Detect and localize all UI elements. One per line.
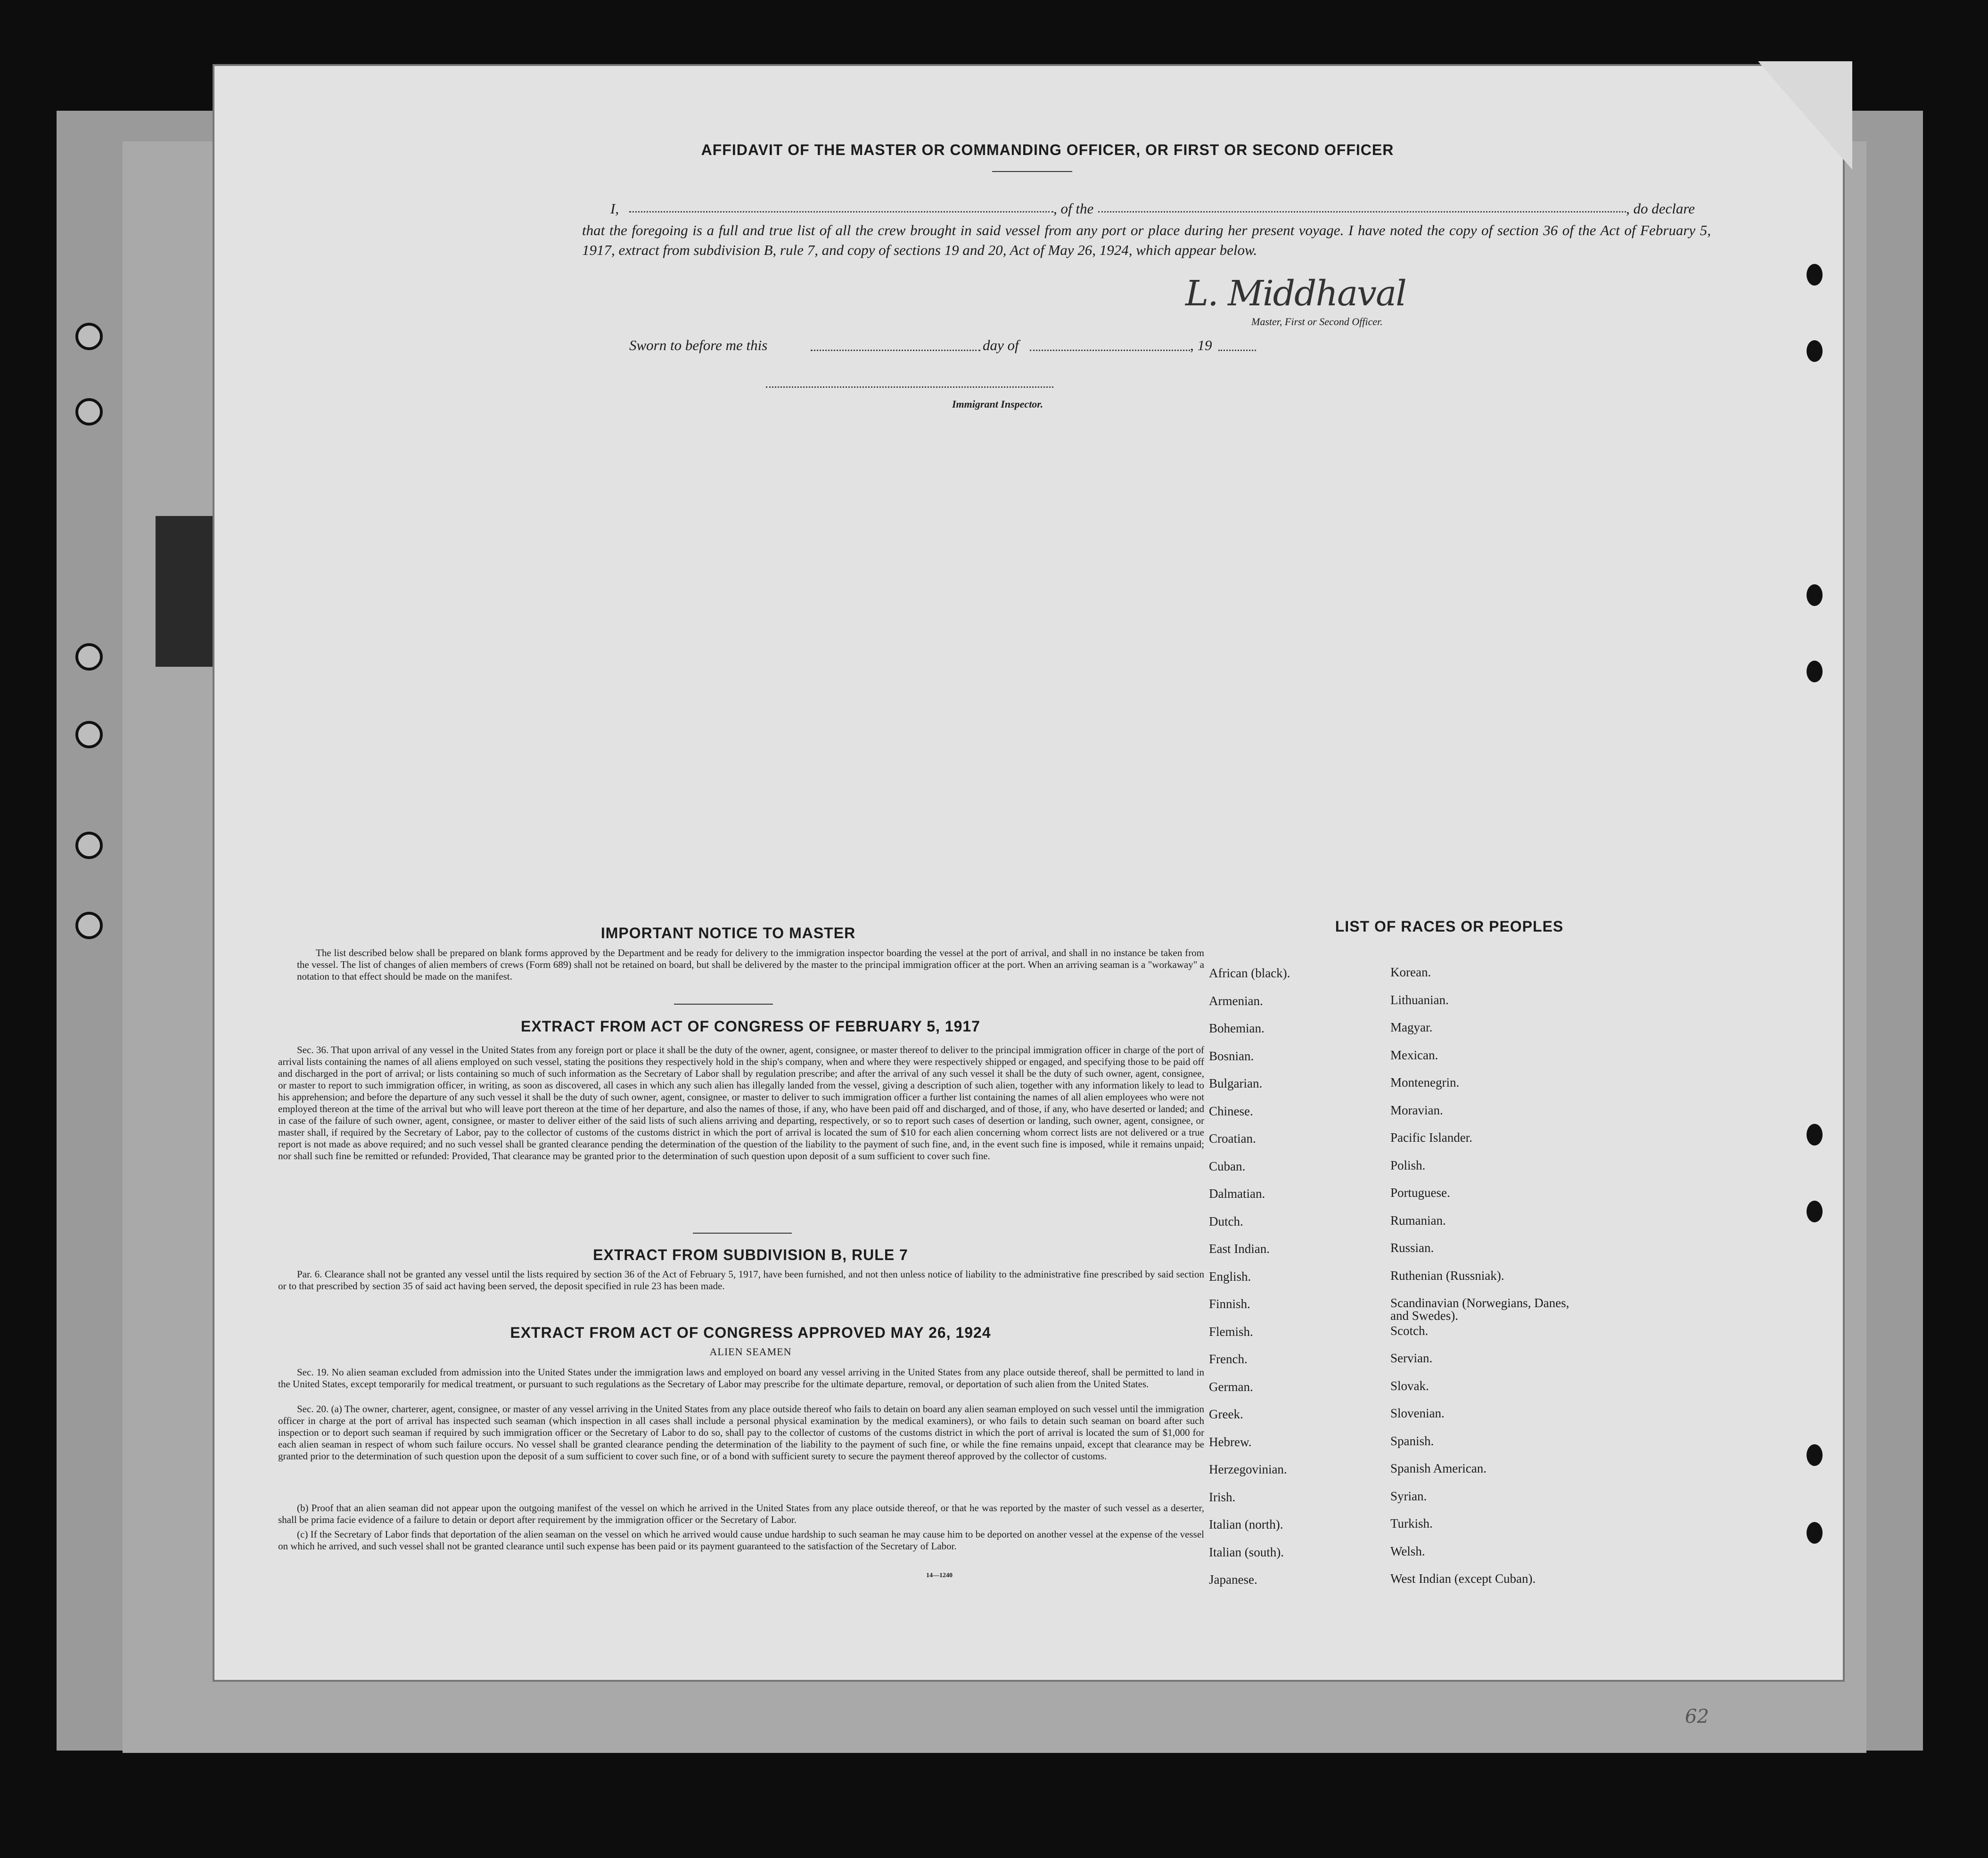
title-rule	[992, 171, 1072, 172]
race-item: Bulgarian.	[1209, 1076, 1263, 1090]
vessel-blank[interactable]	[1098, 211, 1626, 213]
punch-hole	[1807, 661, 1823, 682]
margin-note: 62	[1685, 1706, 1709, 1727]
race-item: Spanish American.	[1390, 1461, 1487, 1475]
race-item: Dutch.	[1209, 1214, 1243, 1228]
race-item: Magyar.	[1390, 1020, 1433, 1034]
punch-hole	[1807, 1201, 1823, 1222]
race-item: Slovak.	[1390, 1378, 1429, 1393]
sworn-day-blank[interactable]	[811, 350, 980, 351]
sworn-month-blank[interactable]	[1030, 350, 1190, 351]
punch-hole	[1807, 1522, 1823, 1544]
race-item: German.	[1209, 1379, 1253, 1394]
rule7-text: Par. 6. Clearance shall not be granted any vessel until the lists required by section 36 of the Act of February 5, 1917, have been furnished, and not then unless notice of liability to the administrative fine prescribed by said section or to that prescribed by section 35 of said act having been served, the deposit specified in rule 23 has been made.	[278, 1269, 1204, 1292]
race-item: Irish.	[1209, 1490, 1236, 1504]
extract-1917-text: Sec. 36. That upon arrival of any vessel in the United States from any foreign port or place it shall be the duty of the owner, agent, consignee, or master thereof to deliver to the principal immigration officer in charge of the port of arrival lists containing the names of all aliens employed on such vessel, stating the positions they respectively hold in the ship's company, when and where they were respectively shipped or engaged, and specifying those to be paid off and discharged in the port of arrival; or lists containing so much of such information as the Secretary of Labor shall by regulation prescribe; and after the arrival of any such vessel it shall be the duty of such owner, agent, consignee, or master to report to such immigration officer, in writing, as soon as discovered, all cases in which any such alien has illegally landed from the vessel, giving a description of such alien, together with any information likely to lead to his apprehension; and before the departure of any such vessel it shall be the duty of such owner, agent, consignee, or master to deliver to such immigration officer a further list containing the names of all alien employees who were not employed thereon at the time of the arrival but who will leave port thereon at the time of her departure, and also the names of those, if any, who have been paid off and discharged, and of those, if any, who have deserted or landed; and in case of the failure of such owner, agent, consignee, or master to deliver either of the said lists of such aliens arriving and departing, respectively, or so to report such cases of desertion or landing, such owner, agent, consignee, or master shall, if required by the Secretary of Labor, pay to the collector of customs of the customs district in which the port of arrival is located the sum of $10 for each alien concerning whom correct lists are not delivered or a true report is not made as above required; and no such vessel shall be granted clearance pending the determination of the question of the liability to the payment of such fine, and, in the event such fine is imposed, while it remains unpaid; nor shall such fine be remitted or refunded: Provided, That clearance may be granted prior to the determination of such question upon deposit of a sum sufficient to cover such fine.	[278, 1044, 1204, 1162]
race-item: Spanish.	[1390, 1433, 1434, 1448]
notice-title: IMPORTANT NOTICE TO MASTER	[600, 925, 856, 941]
race-item: French.	[1209, 1352, 1248, 1366]
race-item: Croatian.	[1209, 1131, 1256, 1146]
extract-1917-title: EXTRACT FROM ACT OF CONGRESS OF FEBRUARY 5, 1917	[521, 1018, 980, 1035]
race-item: English.	[1209, 1269, 1251, 1284]
race-item: Italian (south).	[1209, 1545, 1284, 1559]
signature-caption: Master, First or Second Officer.	[1251, 316, 1383, 327]
race-item: Bosnian.	[1209, 1048, 1254, 1063]
punch-hole	[1807, 1444, 1823, 1466]
binder-hole	[75, 832, 103, 859]
year-label: , 19	[1190, 337, 1212, 353]
race-item: Ruthenian (Russniak).	[1390, 1268, 1504, 1283]
notice-text: The list described below shall be prepared on blank forms approved by the Department and be ready for delivery to the immigration inspector boarding the vessel at the port of arrival, and shall in no instance be taken from the vessel. The list of changes of alien members of crews (Form 689) shall not be retained on board, but shall be delivered by the master to the principal immigration officer at the port. When an arriving seaman is a "workaway" a notation to that effect should be made on the manifest.	[297, 947, 1204, 982]
sworn-label: Sworn to before me this	[629, 337, 768, 353]
race-item: Rumanian.	[1390, 1213, 1446, 1228]
divider	[674, 1004, 773, 1005]
binder-hole	[75, 721, 103, 748]
race-item: Mexican.	[1390, 1048, 1438, 1062]
race-item: Greek.	[1209, 1407, 1243, 1421]
race-item: Servian.	[1390, 1351, 1433, 1365]
race-item: Armenian.	[1209, 993, 1263, 1008]
extract-1924-title: EXTRACT FROM ACT OF CONGRESS APPROVED MAY 26, 1924	[510, 1324, 991, 1341]
race-item: West Indian (except Cuban).	[1390, 1572, 1536, 1586]
binder-hole	[75, 643, 103, 671]
binder-hole	[75, 398, 103, 426]
affidavit-title: AFFIDAVIT OF THE MASTER OR COMMANDING OFFICER, OR FIRST OR SECOND OFFICER	[701, 141, 1394, 158]
name-blank[interactable]	[629, 211, 1053, 213]
race-item: Dalmatian.	[1209, 1187, 1265, 1201]
sec-20a-text: Sec. 20. (a) The owner, charterer, agent, consignee, or master of any vessel arriving in the United States from any place outside thereof who fails to detain on board any alien seaman employed on such vessel until the immigration officer in charge at the port of arrival has inspected such seaman (which inspection in all cases shall include a personal physical examination by the medical examiners), or who fails to detain such seaman on board after such inspection or to deport such seaman if required by such immigration officer or the Secretary of Labor to do so, shall pay to the collector of customs of the customs district in which the port of arrival is located the sum of $1,000 for each alien seaman in respect of whom such failure occurs. No vessel shall be granted clearance pending the determination of the liability to the payment of such fine, or while the fine remains unpaid, except that clearance may be granted prior to the determination of such question upon the deposit of a sum sufficient to cover such fine, or of a bond with sufficient surety to secure the payment thereof approved by the collector of customs.	[278, 1403, 1204, 1462]
affidavit-declare: , do declare	[1626, 200, 1695, 217]
race-item: Cuban.	[1209, 1159, 1246, 1173]
race-item: Russian.	[1390, 1241, 1434, 1255]
affidavit-i: I,	[610, 200, 619, 217]
affidavit-body: that the foregoing is a full and true list of all the crew brought in said vessel from any port or place during her present voyage. I have noted the copy of section 36 of the Act of February 5, 1917, extract from subdivision B, rule 7, and copy of sections 19 and 20, Act of May 26, 1924, which appear below.	[582, 222, 1711, 258]
master-signature: L. Middhaval	[1185, 273, 1406, 314]
punch-hole	[1807, 1124, 1823, 1146]
race-item: Turkish.	[1390, 1516, 1433, 1531]
sec-20b-text: (b) Proof that an alien seaman did not appear upon the outgoing manifest of the vessel on which he arrived in the United States from any place outside thereof, or that he was reported by the master of such vessel as a deserter, shall be prima facie evidence of a failure to detain or deport after requirement by the immigration officer or the Secretary of Labor.	[278, 1502, 1204, 1525]
form-number: 14—1240	[926, 1572, 953, 1579]
affidavit-page	[214, 66, 1843, 1680]
race-item: Welsh.	[1390, 1544, 1425, 1558]
race-item: Flemish.	[1209, 1324, 1253, 1339]
race-item: Korean.	[1390, 965, 1431, 979]
binder-hole	[75, 912, 103, 939]
punch-hole	[1807, 340, 1823, 362]
punch-hole	[1807, 264, 1823, 286]
binder-hole	[75, 323, 103, 350]
race-item: Scandinavian (Norwegians, Danes, and Swedes).	[1390, 1296, 1569, 1323]
race-item: Finnish.	[1209, 1297, 1250, 1311]
race-item: Lithuanian.	[1390, 992, 1449, 1007]
race-item: Scotch.	[1390, 1323, 1429, 1338]
race-item: Italian (north).	[1209, 1517, 1283, 1531]
race-item: African (black).	[1209, 966, 1290, 980]
affidavit-of-the: , of the	[1053, 200, 1094, 217]
race-item: Montenegrin.	[1390, 1075, 1460, 1089]
race-item: Slovenian.	[1390, 1406, 1445, 1420]
races-title: LIST OF RACES OR PEOPLES	[1335, 918, 1564, 935]
race-item: Polish.	[1390, 1158, 1426, 1172]
punch-hole	[1807, 584, 1823, 606]
race-item: Herzegovinian.	[1209, 1462, 1287, 1476]
sec-20c-text: (c) If the Secretary of Labor finds that deportation of the alien seaman on the vessel on which he arrived would cause undue hardship to such seaman he may cause him to be deported on another vessel at the expense of the vessel on which he arrived, and such vessel shall not be granted clearance until such expense has been paid or its payment guaranteed to the satisfaction of the Secretary of Labor.	[278, 1529, 1204, 1552]
race-item: Portuguese.	[1390, 1186, 1450, 1200]
sec-19-text: Sec. 19. No alien seaman excluded from admission into the United States under the immigration laws and employed on board any vessel arriving in the United States from any place outside thereof, shall be permitted to land in the United States, except temporarily for medical treatment, or pursuant to such regulations as the Secretary of Labor may prescribe for the ultimate departure, removal, or deportation of such alien from the United States.	[278, 1367, 1204, 1390]
race-item: Hebrew.	[1209, 1434, 1252, 1449]
alien-seamen-subtitle: ALIEN SEAMEN	[709, 1346, 792, 1358]
inspector-caption: Immigrant Inspector.	[952, 398, 1043, 410]
inspector-signature-blank[interactable]	[766, 386, 1053, 388]
race-item: Bohemian.	[1209, 1021, 1265, 1035]
race-item: East Indian.	[1209, 1242, 1270, 1256]
race-item: Japanese.	[1209, 1572, 1257, 1587]
race-item: Chinese.	[1209, 1104, 1253, 1118]
divider	[693, 1233, 792, 1234]
race-item: Pacific Islander.	[1390, 1130, 1472, 1145]
sworn-year-blank[interactable]	[1218, 350, 1256, 351]
race-item: Moravian.	[1390, 1103, 1443, 1117]
rule7-title: EXTRACT FROM SUBDIVISION B, RULE 7	[593, 1246, 908, 1263]
day-of-label: day of	[983, 337, 1019, 353]
race-item: Syrian.	[1390, 1489, 1427, 1503]
